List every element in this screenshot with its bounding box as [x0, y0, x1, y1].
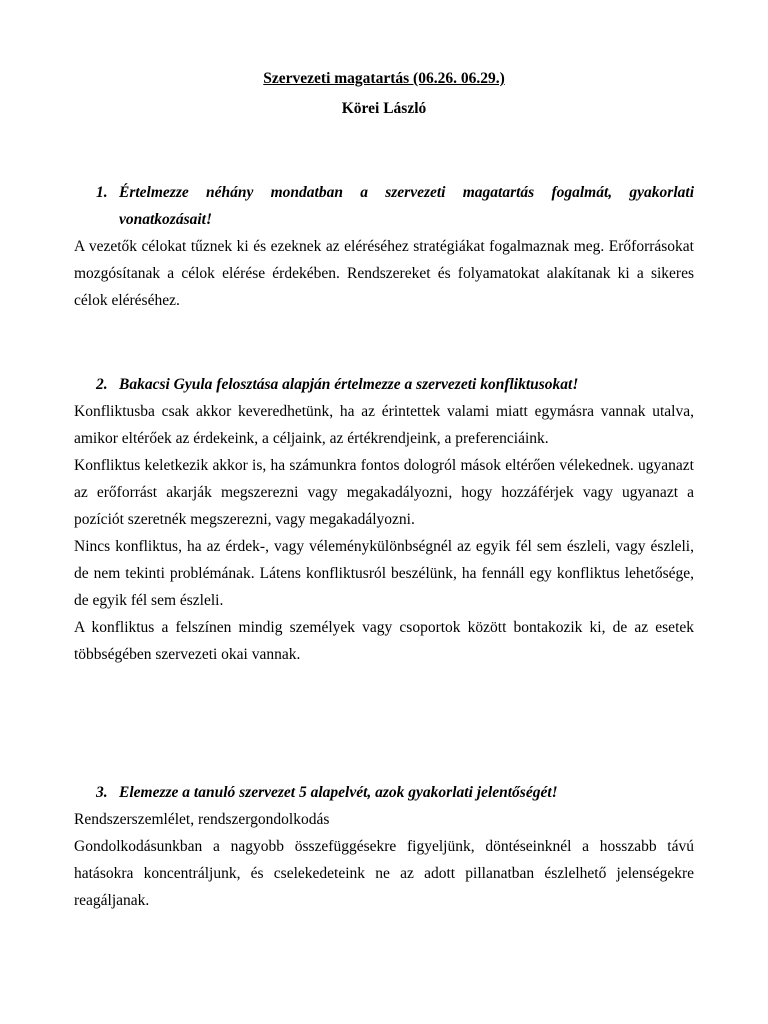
answer-paragraph: Konfliktusba csak akkor keveredhetünk, ha az érintettek valami miatt egymásra vannak utalva, amikor eltérőek az érdekeink, a céljaink, az értékrendjeink, a preferenciáink.: [74, 403, 694, 447]
document-title: Szervezeti magatartás (06.26. 06.29.): [263, 70, 505, 87]
question-number: 3.: [96, 784, 108, 801]
answer-paragraph: Rendszerszemlélet, rendszergondolkodás: [74, 811, 330, 828]
question-2: [96, 371, 694, 398]
answer-paragraph: A konfliktus a felszínen mindig személyek vagy csoportok között bontakozik ki, de az esetek többségében szervezeti okai vannak.: [74, 619, 694, 663]
answer-paragraph: Konfliktus keletkezik akkor is, ha számunkra fontos dologról mások eltérően vélekednek. ugyanazt az erőforrást akarják megszerezni vagy megakadályozni, hogy hozzáférjek vagy ugyanazt a pozíciót szeretnék megszerezni, vagy megakadályozni.: [74, 457, 694, 528]
question-3: [96, 779, 694, 806]
question-number: 2.: [96, 376, 108, 393]
answer-2: [74, 398, 694, 668]
answer-paragraph: A vezetők célokat tűznek ki és ezeknek az eléréséhez stratégiákat fogalmaznak meg. Erőforrásokat mozgósítanak a célok elérése érdekében. Rendszereket és folyamatokat alakítanak ki a sikeres célok eléréséhez.: [74, 238, 694, 309]
author-name: Körei László: [341, 100, 427, 117]
answer-paragraph: Nincs konfliktus, ha az érdek-, vagy véleménykülönbségnél az egyik fél sem észleli, vagy észleli, de nem tekinti problémának. Látens konfliktusról beszélünk, ha fennáll egy konfliktus lehetősége, de egyik fél sem észleli.: [74, 538, 694, 609]
answer-1: [74, 233, 694, 314]
question-text: Elemezze a tanuló szervezet 5 alapelvét, azok gyakorlati jelentőségét!: [119, 784, 558, 801]
question-1: [96, 179, 694, 233]
question-text: Értelmezze néhány mondatban a szervezeti magatartás fogalmát, gyakorlati vonatkozásait!: [119, 184, 694, 228]
answer-paragraph: Gondolkodásunkban a nagyobb összefüggésekre figyeljünk, döntéseinknél a hosszabb távú hatásokra koncentráljunk, és cselekedeteink ne az adott pillanatban észlelhető jelenségekre reagáljanak.: [74, 838, 694, 909]
question-text: Bakacsi Gyula felosztása alapján értelmezze a szervezeti konfliktusokat!: [119, 376, 579, 393]
question-number: 1.: [96, 184, 108, 201]
answer-3: [74, 806, 694, 914]
